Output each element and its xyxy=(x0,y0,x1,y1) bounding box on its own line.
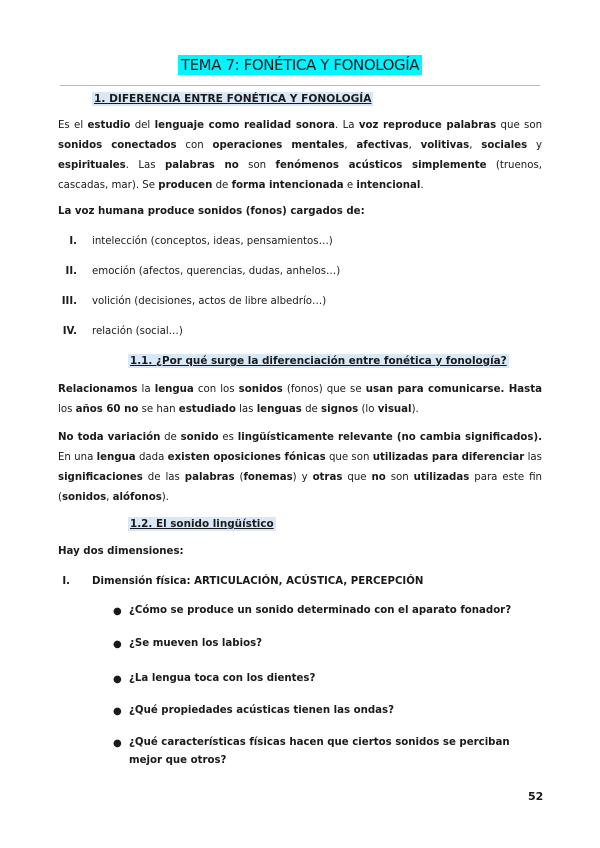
body-text: con xyxy=(176,140,213,151)
emphasis-text: sociales xyxy=(481,140,528,151)
body-text: (fonos) que se xyxy=(282,384,366,395)
emphasis-text: No toda variación xyxy=(58,432,161,443)
emphasis-text: sonidos conectados xyxy=(58,140,177,151)
question-item: ¿Qué propiedades acústicas tienen las ondas? xyxy=(129,705,394,716)
body-text: dada xyxy=(135,452,168,463)
emphasis-text: utilizadas para diferenciar xyxy=(372,452,525,463)
emphasis-text: otras xyxy=(312,472,343,483)
emphasis-text: usan para comunicarse. Hasta xyxy=(365,384,542,395)
body-text: ( xyxy=(234,472,244,483)
emphasis-text: sonido xyxy=(180,432,219,443)
body-text: de xyxy=(160,432,181,443)
body-text: ). xyxy=(161,492,169,503)
emphasis-text: fenómenos acústicos simplemente xyxy=(275,160,487,171)
emphasis-text: estudio xyxy=(87,120,131,131)
list-item-text: relación (social…) xyxy=(92,326,183,337)
list-item-number: III. xyxy=(61,296,77,307)
emphasis-text: sonidos xyxy=(238,384,283,395)
list-item-text: volición (decisiones, actos de libre albedrío…) xyxy=(92,296,327,307)
emphasis-text: fonemas xyxy=(243,472,293,483)
emphasis-text: operaciones mentales xyxy=(212,140,345,151)
emphasis-text: lenguas xyxy=(256,404,302,415)
emphasis-text: lingüísticamente relevante (no cambia significados). xyxy=(237,432,543,443)
question-item: ¿La lengua toca con los dientes? xyxy=(129,673,316,684)
document-title: TEMA 7: FONÉTICA Y FONOLOGÍA xyxy=(178,55,422,75)
list-item-number: IV. xyxy=(62,326,77,337)
body-text: , xyxy=(408,140,421,151)
emphasis-text: visual xyxy=(377,404,412,415)
voice-intro: La voz humana produce sonidos (fonos) cargados de: xyxy=(58,206,365,217)
body-text: que son xyxy=(325,452,373,463)
body-text: . Las xyxy=(125,160,165,171)
emphasis-text: palabras xyxy=(184,472,235,483)
body-text: y xyxy=(527,140,543,151)
body-text: (lo xyxy=(358,404,378,415)
body-text: de xyxy=(212,180,232,191)
body-text: la xyxy=(137,384,155,395)
emphasis-text: estudiado xyxy=(178,404,236,415)
section-1-1-heading: 1.1. ¿Por qué surge la diferenciación entre fonética y fonología? xyxy=(130,355,507,367)
question-item: ¿Qué características físicas hacen que ciertos sonidos se perciban mejor que otros? xyxy=(129,737,510,766)
list-item-text: intelección (conceptos, ideas, pensamientos…) xyxy=(92,236,333,247)
body-text: las xyxy=(235,404,257,415)
emphasis-text: lenguaje como realidad sonora xyxy=(154,120,336,131)
emphasis-text: volitivas xyxy=(420,140,470,151)
body-text: son xyxy=(385,472,414,483)
list-item-number: II. xyxy=(65,266,77,277)
section-1-heading: 1. DIFERENCIA ENTRE FONÉTICA Y FONOLOGÍA xyxy=(94,93,372,105)
body-text: Es el xyxy=(58,120,88,131)
body-text: es xyxy=(218,432,238,443)
list-item-text: emoción (afectos, querencias, dudas, anhelos…) xyxy=(92,266,341,277)
question-item: ¿Cómo se produce un sonido determinado con el aparato fonador? xyxy=(129,605,512,616)
emphasis-text: significaciones xyxy=(58,472,143,483)
body-text: , xyxy=(469,140,482,151)
emphasis-text: palabras no xyxy=(165,160,239,171)
body-text: se han xyxy=(138,404,179,415)
body-text: que xyxy=(342,472,372,483)
body-text: , xyxy=(106,492,113,503)
section-1-1-paragraph-2 xyxy=(58,428,542,508)
bullet-icon: ● xyxy=(113,606,122,617)
emphasis-text: Relacionamos xyxy=(58,384,138,395)
body-text: e xyxy=(343,180,357,191)
body-text: (truenos, cascadas, mar). Se xyxy=(58,160,542,191)
title-divider xyxy=(60,85,540,86)
body-text: , xyxy=(344,140,357,151)
emphasis-text: años 60 no xyxy=(75,404,139,415)
emphasis-text: lengua xyxy=(96,452,136,463)
body-text: de las xyxy=(142,472,185,483)
body-text: del xyxy=(130,120,155,131)
page-number: 52 xyxy=(528,790,544,803)
body-text: . xyxy=(420,180,424,191)
emphasis-text: producen xyxy=(158,180,213,191)
dimension-label: Dimensión física: ARTICULACIÓN, ACÚSTICA, PERCEPCIÓN xyxy=(92,576,424,587)
bullet-icon: ● xyxy=(113,639,122,650)
title-container xyxy=(0,55,600,75)
emphasis-text: afectivas xyxy=(356,140,409,151)
emphasis-text: signos xyxy=(321,404,359,415)
body-text: que son xyxy=(496,120,543,131)
body-text: de xyxy=(301,404,322,415)
emphasis-text: no xyxy=(371,472,386,483)
emphasis-text: utilizadas xyxy=(413,472,470,483)
emphasis-text: lengua xyxy=(154,384,194,395)
question-item: ¿Se mueven los labios? xyxy=(129,638,263,649)
body-text: son xyxy=(238,160,276,171)
emphasis-text: espirituales xyxy=(58,160,126,171)
section-1-2-heading: 1.2. El sonido lingüístico xyxy=(130,518,274,530)
body-text: ) y xyxy=(292,472,313,483)
dimension-number: I. xyxy=(62,576,70,587)
emphasis-text: voz reproduce palabras xyxy=(358,120,497,131)
body-text: ). xyxy=(411,404,419,415)
bullet-icon: ● xyxy=(113,738,122,749)
emphasis-text: alófonos xyxy=(112,492,162,503)
body-text: . La xyxy=(335,120,359,131)
body-text: los xyxy=(58,404,76,415)
dimensions-intro: Hay dos dimensiones: xyxy=(58,546,184,557)
emphasis-text: intencional xyxy=(356,180,421,191)
bullet-icon: ● xyxy=(113,674,122,685)
body-text: para este fin ( xyxy=(58,472,542,503)
list-item-number: I. xyxy=(69,236,77,247)
body-text: las xyxy=(524,452,542,463)
bullet-icon: ● xyxy=(113,706,122,717)
section-1-paragraph xyxy=(58,116,542,196)
emphasis-text: existen oposiciones fónicas xyxy=(167,452,326,463)
emphasis-text: sonidos xyxy=(61,492,107,503)
body-text: con los xyxy=(193,384,239,395)
emphasis-text: forma intencionada xyxy=(231,180,344,191)
body-text: En una xyxy=(58,452,97,463)
section-1-1-paragraph-1 xyxy=(58,380,542,420)
